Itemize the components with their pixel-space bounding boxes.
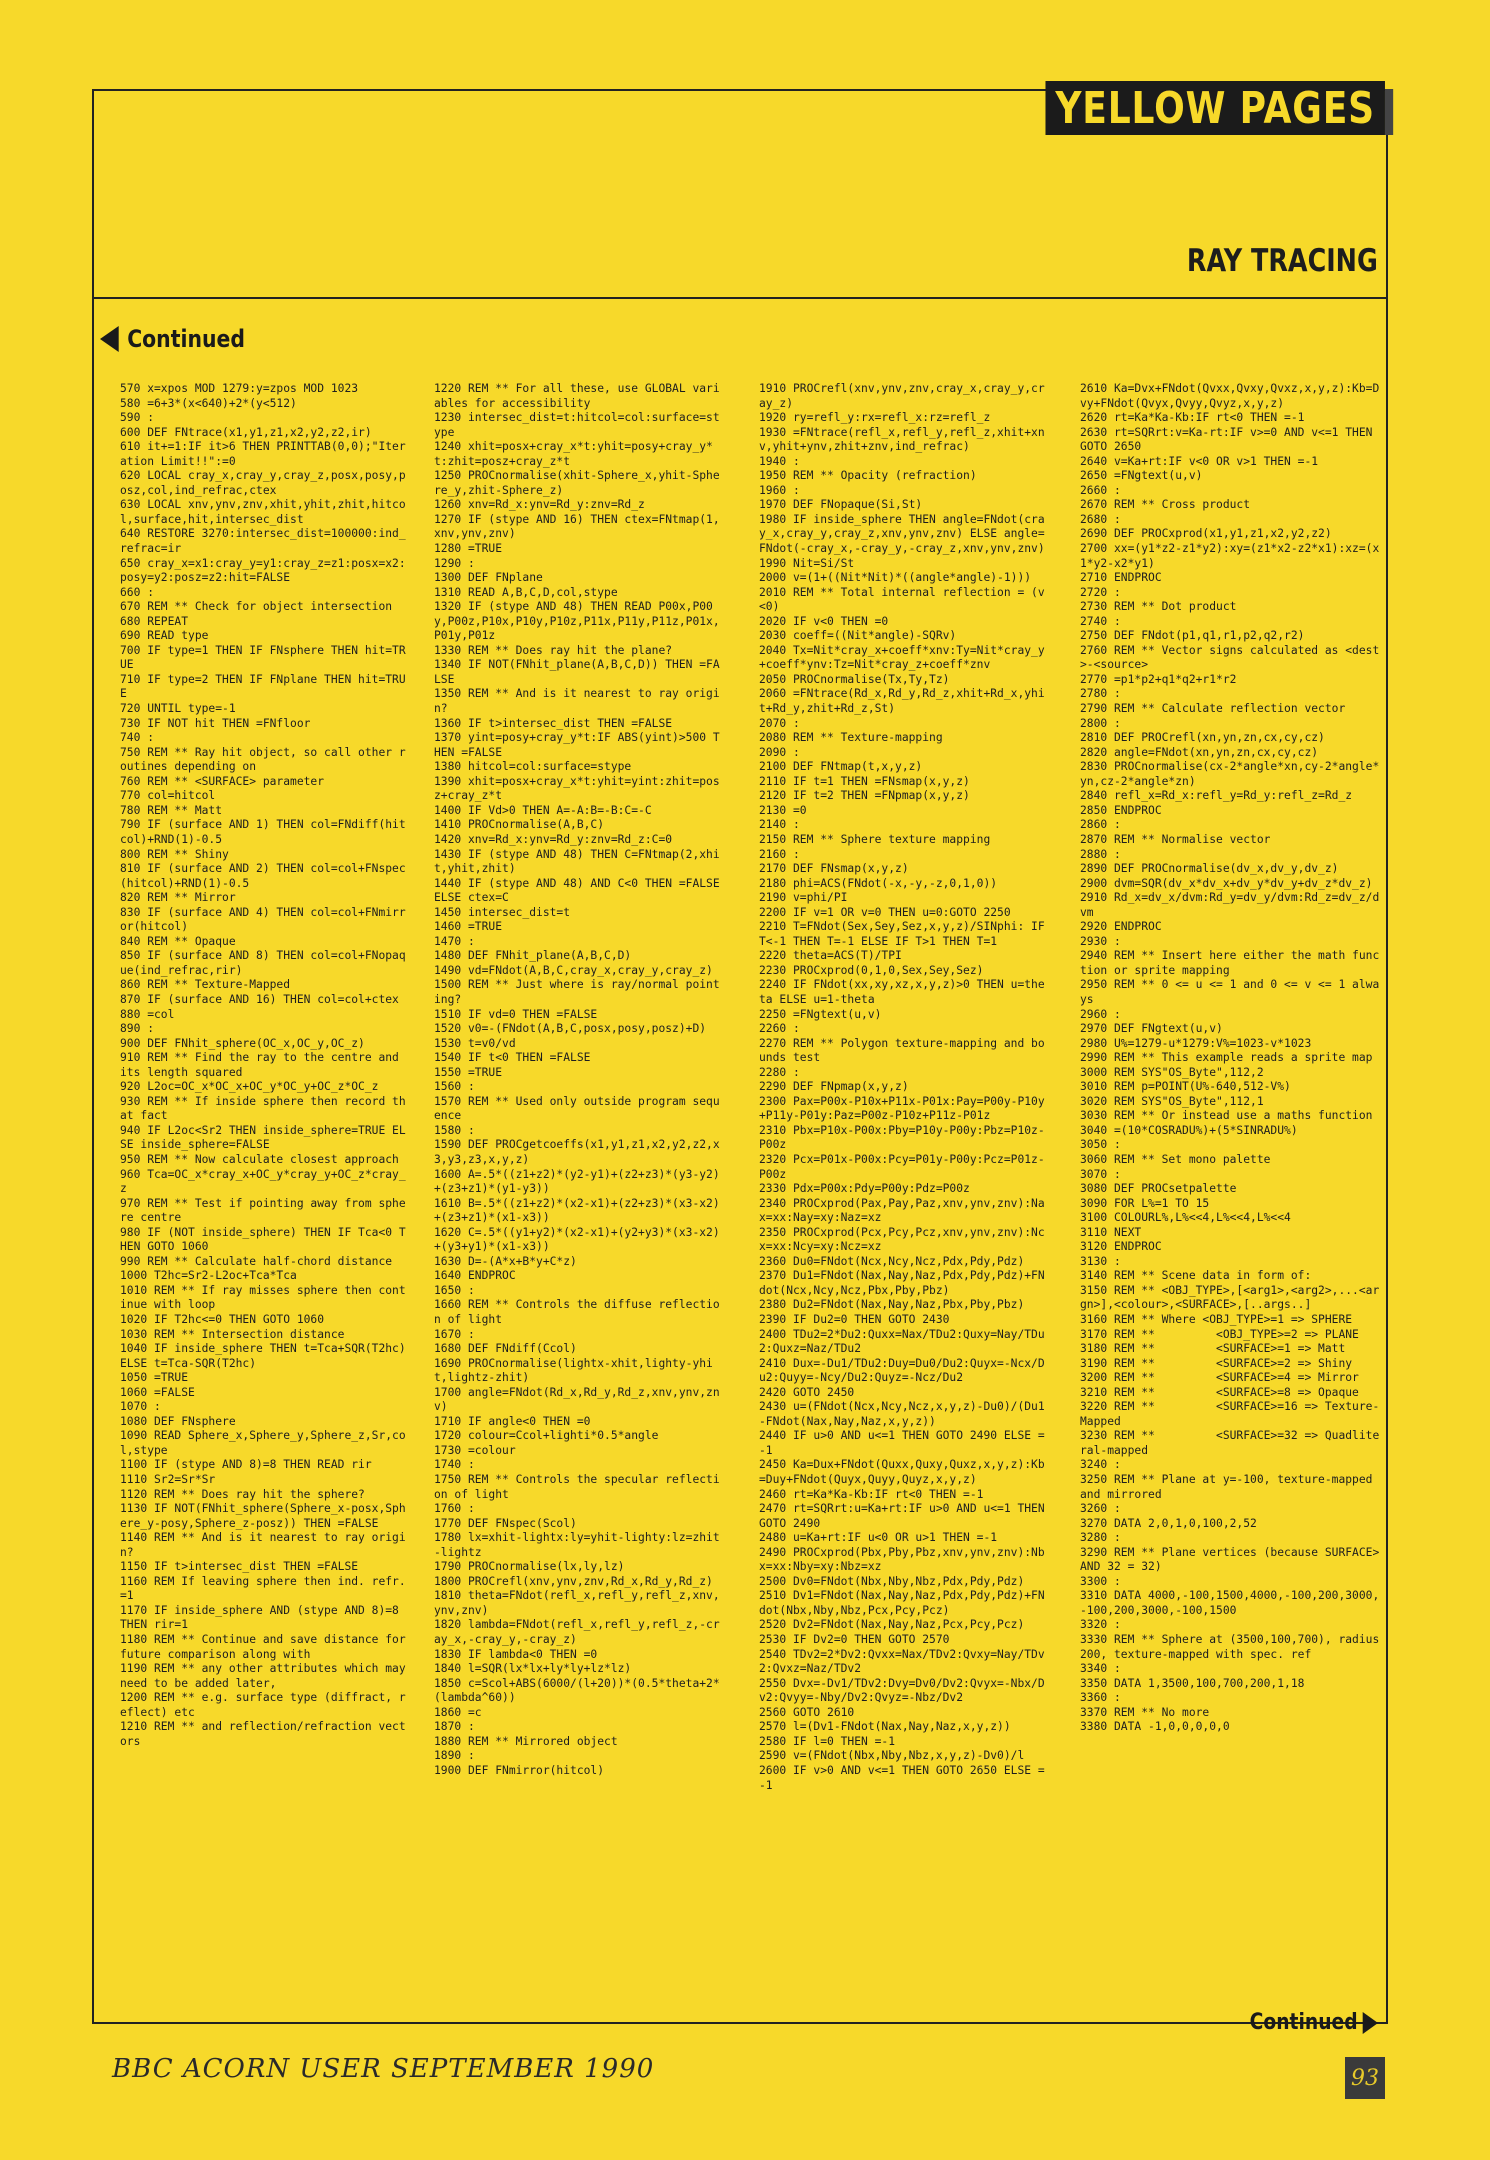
- code-column-4: 2610 Ka=Dvx+FNdot(Qvxx,Qvxy,Qvxz,x,y,z):Kb=Dvy+FNdot(Qvyx,Qvyy,Qvyz,x,y,z) 2620 rt=Ka*Ka-Kb:IF rt<0 THEN =-1 2630 rt=SQRrt:v=Ka-rt:IF v>=0 AND v<=1 THEN GOTO 2650 2640 v=Ka+rt:IF v<0 OR v>1 THEN =-1 2650 =FNgtext(u,v) 2660 : 2670 REM ** Cross product 2680 : 2690 DEF PROCxprod(x1,y1,z1,x2,y2,z2) 2700 xx=(y1*z2-z1*y2):xy=(z1*x2-z2*x1):xz=(x1*y2-x2*y1) 2710 ENDPROC 2720 : 2730 REM ** Dot product 2740 : 2750 DEF FNdot(p1,q1,r1,p2,q2,r2) 2760 REM ** Vector signs calculated as <dest>-<source> 2770 =p1*p2+q1*q2+r1*r2 2780 : 2790 REM ** Calculate reflection vector 2800 : 2810 DEF PROCrefl(xn,yn,zn,cx,cy,cz) 2820 angle=FNdot(xn,yn,zn,cx,cy,cz) 2830 PROCnormalise(cx-2*angle*xn,cy-2*angle*yn,cz-2*angle*zn) 2840 refl_x=Rd_x:refl_y=Rd_y:refl_z=Rd_z 2850 ENDPROC 2860 : 2870 REM ** Normalise vector 2880 : 2890 DEF PROCnormalise(dv_x,dv_y,dv_z) 2900 dvm=SQR(dv_x*dv_x+dv_y*dv_y+dv_z*dv_z) 2910 Rd_x=dv_x/dvm:Rd_y=dv_y/dvm:Rd_z=dv_z/dvm 2920 ENDPROC 2930 : 2940 REM ** Insert here either the math function or sprite mapping 2950 REM ** 0 <= u <= 1 and 0 <= v <= 1 always 2960 : 2970 DEF FNgtext(u,v) 2980 U%=1279-u*1279:V%=1023-v*1023 2990 REM ** This example reads a sprite map 3000 REM SYS"OS_Byte",112,2 3010 REM p=POINT(U%-640,512-V%) 3020 REM SYS"OS_Byte",112,1 3030 REM ** Or instead use a maths function 3040 =(10*COSRADU%)+(5*SINRADU%) 3050 : 3060 REM ** Set mono palette 3070 : 3080 DEF PROCsetpalette 3090 FOR L%=1 TO 15 3100 COLOURL%,L%<<4,L%<<4,L%<<4 3110 NEXT 3120 ENDPROC 3130 : 3140 REM ** Scene data in form of: 3150 REM ** <OBJ_TYPE>,[<arg1>,<arg2>,...<argn>],<colour>,<SURFACE>,[..args..] 3160 REM ** Where <OBJ_TYPE>=1 => SPHERE 3170 REM ** <OBJ_TYPE>=2 => PLANE 3180 REM ** <SURFACE>=1 => Matt 3190 REM ** <SURFACE>=2 => Shiny 3200 REM ** <SURFACE>=4 => Mirror 3210 REM ** <SURFACE>=8 => Opaque 3220 REM ** <SURFACE>=16 => Texture-Mapped 3230 REM ** <SURFACE>=32 => Quadliteral-mapped 3240 : 3250 REM ** Plane at y=-100, texture-mapped and mirrored 3260 : 3270 DATA 2,0,1,0,100,2,52 3280 : 3290 REM ** Plane vertices (because SURFACE> AND 32 = 32) 3300 : 3310 DATA 4000,-100,1500,4000,-100,200,3000,-100,200,3000,-100,1500 3320 : 3330 REM ** Sphere at (3500,100,700), radius 200, texture-mapped with spec. ref 3340 : 3350 DATA 1,3500,100,700,200,1,18 3360 : 3370 REM ** No more 3380 DATA -1,0,0,0,0,0: [1080, 382, 1380, 1734]
- continued-next-label: Continued: [1249, 2010, 1358, 2035]
- magazine-footer: BBC ACORN USER SEPTEMBER 1990: [112, 2054, 655, 2084]
- continued-next: [1250, 2010, 1378, 2035]
- code-column-2: 1220 REM ** For all these, use GLOBAL variables for accessibility 1230 intersec_dist=t:hitcol=col:surface=stype 1240 xhit=posx+cray_x*t:yhit=posy+cray_y*t:zhit=posz+cray_z*t 1250 PROCnormalise(xhit-Sphere_x,yhit-Sphere_y,zhit-Sphere_z) 1260 xnv=Rd_x:ynv=Rd_y:znv=Rd_z 1270 IF (stype AND 16) THEN ctex=FNtmap(1,xnv,ynv,znv) 1280 =TRUE 1290 : 1300 DEF FNplane 1310 READ A,B,C,D,col,stype 1320 IF (stype AND 48) THEN READ P00x,P00y,P00z,P10x,P10y,P10z,P11x,P11y,P11z,P01x,P01y,P01z 1330 REM ** Does ray hit the plane? 1340 IF NOT(FNhit_plane(A,B,C,D)) THEN =FALSE 1350 REM ** And is it nearest to ray origin? 1360 IF t>intersec_dist THEN =FALSE 1370 yint=posy+cray_y*t:IF ABS(yint)>500 THEN =FALSE 1380 hitcol=col:surface=stype 1390 xhit=posx+cray_x*t:yhit=yint:zhit=posz+cray_z*t 1400 IF Vd>0 THEN A=-A:B=-B:C=-C 1410 PROCnormalise(A,B,C) 1420 xnv=Rd_x:ynv=Rd_y:znv=Rd_z:C=0 1430 IF (stype AND 48) THEN C=FNtmap(2,xhit,yhit,zhit) 1440 IF (stype AND 48) AND C<0 THEN =FALSE ELSE ctex=C 1450 intersec_dist=t 1460 =TRUE 1470 : 1480 DEF FNhit_plane(A,B,C,D) 1490 vd=FNdot(A,B,C,cray_x,cray_y,cray_z) 1500 REM ** Just where is ray/normal pointing? 1510 IF vd=0 THEN =FALSE 1520 v0=-(FNdot(A,B,C,posx,posy,posz)+D) 1530 t=v0/vd 1540 IF t<0 THEN =FALSE 1550 =TRUE 1560 : 1570 REM ** Used only outside program sequence 1580 : 1590 DEF PROCgetcoeffs(x1,y1,z1,x2,y2,z2,x3,y3,z3,x,y,z) 1600 A=.5*((z1+z2)*(y2-y1)+(z2+z3)*(y3-y2)+(z3+z1)*(y1-y3)) 1610 B=.5*((z1+z2)*(x2-x1)+(z2+z3)*(x3-x2)+(z3+z1)*(x1-x3)) 1620 C=.5*((y1+y2)*(x2-x1)+(y2+y3)*(x3-x2)+(y3+y1)*(x1-x3)) 1630 D=-(A*x+B*y+C*z) 1640 ENDPROC 1650 : 1660 REM ** Controls the diffuse reflection of light 1670 : 1680 DEF FNdiff(Ccol) 1690 PROCnormalise(lightx-xhit,lighty-yhit,lightz-zhit) 1700 angle=FNdot(Rd_x,Rd_y,Rd_z,xnv,ynv,znv) 1710 IF angle<0 THEN =0 1720 colour=Ccol+lighti*0.5*angle 1730 =colour 1740 : 1750 REM ** Controls the specular reflection of light 1760 : 1770 DEF FNspec(Scol) 1780 lx=xhit-lightx:ly=yhit-lighty:lz=zhit-lightz 1790 PROCnormalise(lx,ly,lz) 1800 PROCrefl(xnv,ynv,znv,Rd_x,Rd_y,Rd_z) 1810 theta=FNdot(refl_x,refl_y,refl_z,xnv,ynv,znv) 1820 lambda=FNdot(refl_x,refl_y,refl_z,-cray_x,-cray_y,-cray_z) 1830 IF lambda<0 THEN =0 1840 l=SQR(lx*lx+ly*ly+lz*lz) 1850 c=Scol+ABS(6000/(l+20))*(0.5*theta+2*(lambda^60)) 1860 =c 1870 : 1880 REM ** Mirrored object 1890 : 1900 DEF FNmirror(hitcol): [434, 382, 720, 1777]
- arrow-right-icon: [1363, 2012, 1378, 2034]
- page-number: 93: [1345, 2057, 1385, 2099]
- page-topic: RAY TRACING: [1187, 243, 1378, 279]
- continued-label: Continued: [127, 325, 245, 353]
- continued-from-previous: [100, 325, 245, 353]
- code-column-3: 1910 PROCrefl(xnv,ynv,znv,cray_x,cray_y,cray_z) 1920 ry=refl_y:rx=refl_x:rz=refl_z 1930 =FNtrace(refl_x,refl_y,refl_z,xhit+xnv,yhit+ynv,zhit+znv,ind_refrac) 1940 : 1950 REM ** Opacity (refraction) 1960 : 1970 DEF FNopaque(Si,St) 1980 IF inside_sphere THEN angle=FNdot(cray_x,cray_y,cray_z,xnv,ynv,znv) ELSE angle=FNdot(-cray_x,-cray_y,-cray_z,xnv,ynv,znv) 1990 Nit=Si/St 2000 v=(1+((Nit*Nit)*((angle*angle)-1))) 2010 REM ** Total internal reflection = (v<0) 2020 IF v<0 THEN =0 2030 coeff=((Nit*angle)-SQRv) 2040 Tx=Nit*cray_x+coeff*xnv:Ty=Nit*cray_y+coeff*ynv:Tz=Nit*cray_z+coeff*znv 2050 PROCnormalise(Tx,Ty,Tz) 2060 =FNtrace(Rd_x,Rd_y,Rd_z,xhit+Rd_x,yhit+Rd_y,zhit+Rd_z,St) 2070 : 2080 REM ** Texture-mapping 2090 : 2100 DEF FNtmap(t,x,y,z) 2110 IF t=1 THEN =FNsmap(x,y,z) 2120 IF t=2 THEN =FNpmap(x,y,z) 2130 =0 2140 : 2150 REM ** Sphere texture mapping 2160 : 2170 DEF FNsmap(x,y,z) 2180 phi=ACS(FNdot(-x,-y,-z,0,1,0)) 2190 v=phi/PI 2200 IF v=1 OR v=0 THEN u=0:GOTO 2250 2210 T=FNdot(Sex,Sey,Sez,x,y,z)/SINphi: IF T<-1 THEN T=-1 ELSE IF T>1 THEN T=1 2220 theta=ACS(T)/TPI 2230 PROCxprod(0,1,0,Sex,Sey,Sez) 2240 IF FNdot(xx,xy,xz,x,y,z)>0 THEN u=theta ELSE u=1-theta 2250 =FNgtext(u,v) 2260 : 2270 REM ** Polygon texture-mapping and bounds test 2280 : 2290 DEF FNpmap(x,y,z) 2300 Pax=P00x-P10x+P11x-P01x:Pay=P00y-P10y+P11y-P01y:Paz=P00z-P10z+P11z-P01z 2310 Pbx=P10x-P00x:Pby=P10y-P00y:Pbz=P10z-P00z 2320 Pcx=P01x-P00x:Pcy=P01y-P00y:Pcz=P01z-P00z 2330 Pdx=P00x:Pdy=P00y:Pdz=P00z 2340 PROCxprod(Pax,Pay,Paz,xnv,ynv,znv):Nax=xx:Nay=xy:Naz=xz 2350 PROCxprod(Pcx,Pcy,Pcz,xnv,ynv,znv):Ncx=xx:Ncy=xy:Ncz=xz 2360 Du0=FNdot(Ncx,Ncy,Ncz,Pdx,Pdy,Pdz) 2370 Du1=FNdot(Nax,Nay,Naz,Pdx,Pdy,Pdz)+FNdot(Ncx,Ncy,Ncz,Pbx,Pby,Pbz) 2380 Du2=FNdot(Nax,Nay,Naz,Pbx,Pby,Pbz) 2390 IF Du2=0 THEN GOTO 2430 2400 TDu2=2*Du2:Quxx=Nax/TDu2:Quxy=Nay/TDu2:Quxz=Naz/TDu2 2410 Dux=-Du1/TDu2:Duy=Du0/Du2:Quyx=-Ncx/Du2:Quyy=-Ncy/Du2:Quyz=-Ncz/Du2 2420 GOTO 2450 2430 u=(FNdot(Ncx,Ncy,Ncz,x,y,z)-Du0)/(Du1-FNdot(Nax,Nay,Naz,x,y,z)) 2440 IF u>0 AND u<=1 THEN GOTO 2490 ELSE =-1 2450 Ka=Dux+FNdot(Quxx,Quxy,Quxz,x,y,z):Kb=Duy+FNdot(Quyx,Quyy,Quyz,x,y,z) 2460 rt=Ka*Ka-Kb:IF rt<0 THEN =-1 2470 rt=SQRrt:u=Ka+rt:IF u>0 AND u<=1 THEN GOTO 2490 2480 u=Ka+rt:IF u<0 OR u>1 THEN =-1 2490 PROCxprod(Pbx,Pby,Pbz,xnv,ynv,znv):Nbx=xx:Nby=xy:Nbz=xz 2500 Dv0=FNdot(Nbx,Nby,Nbz,Pdx,Pdy,Pdz) 2510 Dv1=FNdot(Nax,Nay,Naz,Pdx,Pdy,Pdz)+FNdot(Nbx,Nby,Nbz,Pcx,Pcy,Pcz) 2520 Dv2=FNdot(Nax,Nay,Naz,Pcx,Pcy,Pcz) 2530 IF Dv2=0 THEN GOTO 2570 2540 TDv2=2*Dv2:Qvxx=Nax/TDv2:Qvxy=Nay/TDv2:Qvxz=Naz/TDv2 2550 Dvx=-Dv1/TDv2:Dvy=Dv0/Dv2:Qvyx=-Nbx/Dv2:Qvyy=-Nby/Dv2:Qvyz=-Nbz/Dv2 2560 GOTO 2610 2570 l=(Dv1-FNdot(Nax,Nay,Naz,x,y,z)) 2580 IF l=0 THEN =-1 2590 v=(FNdot(Nbx,Nby,Nbz,x,y,z)-Dv0)/l 2600 IF v>0 AND v<=1 THEN GOTO 2650 ELSE =-1: [759, 382, 1045, 1792]
- section-title: YELLOW PAGES: [1046, 81, 1385, 135]
- code-listing: [110, 382, 1380, 1872]
- header-divider: [92, 297, 1388, 299]
- code-column-1: 570 x=xpos MOD 1279:y=zpos MOD 1023 580 =6+3*(x<640)+2*(y<512) 590 : 600 DEF FNtrace(x1,y1,z1,x2,y2,z2,ir) 610 it+=1:IF it>6 THEN PRINTTAB(0,0);"Iteration Limit!!":=0 620 LOCAL cray_x,cray_y,cray_z,posx,posy,posz,col,ind_refrac,ctex 630 LOCAL xnv,ynv,znv,xhit,yhit,zhit,hitcol,surface,hit,intersec_dist 640 RESTORE 3270:intersec_dist=100000:ind_refrac=ir 650 cray_x=x1:cray_y=y1:cray_z=z1:posx=x2:posy=y2:posz=z2:hit=FALSE 660 : 670 REM ** Check for object intersection 680 REPEAT 690 READ type 700 IF type=1 THEN IF FNsphere THEN hit=TRUE 710 IF type=2 THEN IF FNplane THEN hit=TRUE 720 UNTIL type=-1 730 IF NOT hit THEN =FNfloor 740 : 750 REM ** Ray hit object, so call other routines depending on 760 REM ** <SURFACE> parameter 770 col=hitcol 780 REM ** Matt 790 IF (surface AND 1) THEN col=FNdiff(hitcol)+RND(1)-0.5 800 REM ** Shiny 810 IF (surface AND 2) THEN col=col+FNspec(hitcol)+RND(1)-0.5 820 REM ** Mirror 830 IF (surface AND 4) THEN col=col+FNmirror(hitcol) 840 REM ** Opaque 850 IF (surface AND 8) THEN col=col+FNopaque(ind_refrac,rir) 860 REM ** Texture-Mapped 870 IF (surface AND 16) THEN col=col+ctex 880 =col 890 : 900 DEF FNhit_sphere(OC_x,OC_y,OC_z) 910 REM ** Find the ray to the centre and its length squared 920 L2oc=OC_x*OC_x+OC_y*OC_y+OC_z*OC_z 930 REM ** If inside sphere then record that fact 940 IF L2oc<Sr2 THEN inside_sphere=TRUE ELSE inside_sphere=FALSE 950 REM ** Now calculate closest approach 960 Tca=OC_x*cray_x+OC_y*cray_y+OC_z*cray_z 970 REM ** Test if pointing away from sphere centre 980 IF (NOT inside_sphere) THEN IF Tca<0 THEN GOTO 1060 990 REM ** Calculate half-chord distance 1000 T2hc=Sr2-L2oc+Tca*Tca 1010 REM ** If ray misses sphere then continue with loop 1020 IF T2hc<=0 THEN GOTO 1060 1030 REM ** Intersection distance 1040 IF inside_sphere THEN t=Tca+SQR(T2hc) ELSE t=Tca-SQR(T2hc) 1050 =TRUE 1060 =FALSE 1070 : 1080 DEF FNsphere 1090 READ Sphere_x,Sphere_y,Sphere_z,Sr,col,stype 1100 IF (stype AND 8)=8 THEN READ rir 1110 Sr2=Sr*Sr 1120 REM ** Does ray hit the sphere? 1130 IF NOT(FNhit_sphere(Sphere_x-posx,Sphere_y-posy,Sphere_z-posz)) THEN =FALSE 1140 REM ** And is it nearest to ray origin? 1150 IF t>intersec_dist THEN =FALSE 1160 REM If leaving sphere then ind. refr. =1 1170 IF inside_sphere AND (stype AND 8)=8 THEN rir=1 1180 REM ** Continue and save distance for future comparison along with 1190 REM ** any other attributes which may need to be added later, 1200 REM ** e.g. surface type (diffract, reflect) etc 1210 REM ** and reflection/refraction vectors: [120, 382, 406, 1748]
- arrow-left-icon: [100, 326, 119, 352]
